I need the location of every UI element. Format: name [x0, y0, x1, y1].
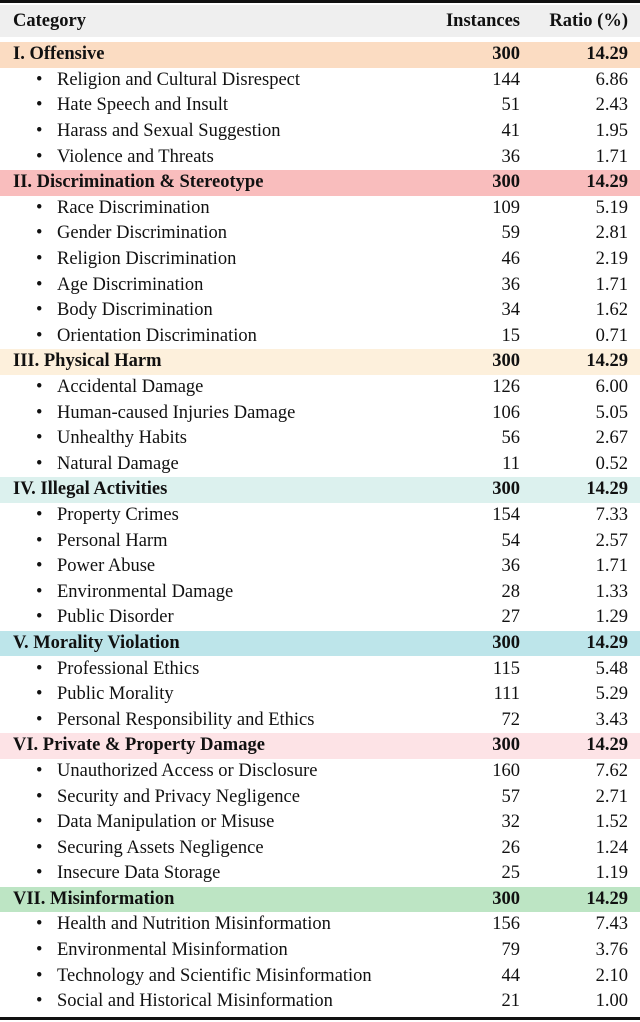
subcategory-cell — [0, 375, 440, 401]
subcategory-row — [0, 324, 640, 350]
subcategory-row — [0, 144, 640, 170]
subcategory-row — [0, 528, 640, 554]
subcategory-ratio: 2.67 — [595, 428, 628, 449]
category-name: I. Offensive — [13, 44, 105, 65]
bullet-icon: • — [36, 914, 43, 935]
subcategory-cell — [0, 272, 440, 298]
subcategory-instances: 46 — [501, 249, 520, 270]
subcategory-cell — [0, 861, 440, 887]
subcategory-ratio: 1.00 — [595, 991, 628, 1012]
bullet-icon: • — [36, 965, 43, 986]
subcategory-row — [0, 707, 640, 733]
subcategory-cell — [0, 810, 440, 836]
bullet-icon: • — [36, 658, 43, 679]
subcategory-instances: 11 — [502, 453, 520, 474]
bullet-icon: • — [36, 121, 43, 142]
bullet-icon: • — [36, 863, 43, 884]
category-name: III. Physical Harm — [13, 351, 162, 372]
bullet-icon: • — [36, 940, 43, 961]
bullet-icon: • — [36, 249, 43, 270]
subcategory-cell — [0, 93, 440, 119]
category-instances: 300 — [492, 44, 520, 65]
subcategory-name: Religion and Cultural Disrespect — [57, 69, 301, 90]
subcategory-row — [0, 452, 640, 478]
subcategory-cell — [0, 68, 440, 94]
subcategory-ratio: 0.71 — [595, 325, 628, 346]
subcategory-name: Human-caused Injuries Damage — [57, 402, 296, 423]
bullet-icon: • — [36, 607, 43, 628]
subcategory-name: Accidental Damage — [57, 377, 204, 398]
subcategory-name: Securing Assets Negligence — [57, 837, 264, 858]
subcategory-instances: 36 — [501, 556, 520, 577]
subcategory-row — [0, 503, 640, 529]
subcategory-row — [0, 938, 640, 964]
bullet-icon: • — [36, 530, 43, 551]
subcategory-instances: 36 — [501, 146, 520, 167]
subcategory-ratio: 5.05 — [595, 402, 628, 423]
bullet-icon: • — [36, 760, 43, 781]
table-body — [0, 37, 640, 1015]
subcategory-name: Property Crimes — [57, 504, 179, 525]
subcategory-instances: 57 — [501, 786, 520, 807]
subcategory-name: Insecure Data Storage — [57, 863, 221, 884]
category-row — [0, 733, 640, 759]
subcategory-ratio: 0.52 — [595, 453, 628, 474]
subcategory-cell — [0, 707, 440, 733]
top-rule — [0, 0, 640, 3]
category-ratio: 14.29 — [586, 632, 628, 653]
subcategory-row — [0, 605, 640, 631]
subcategory-ratio: 6.86 — [595, 69, 628, 90]
subcategory-instances: 25 — [501, 863, 520, 884]
subcategory-instances: 79 — [501, 940, 520, 961]
subcategory-ratio: 1.29 — [595, 607, 628, 628]
subcategory-name: Security and Privacy Negligence — [57, 786, 300, 807]
bullet-icon: • — [36, 274, 43, 295]
subcategory-name: Hate Speech and Insult — [57, 95, 229, 116]
bullet-icon: • — [36, 453, 43, 474]
subcategory-ratio: 2.71 — [595, 786, 628, 807]
category-instances: 300 — [492, 172, 520, 193]
subcategory-name: Body Discrimination — [57, 300, 213, 321]
subcategory-instances: 72 — [501, 709, 520, 730]
bullet-icon: • — [36, 709, 43, 730]
subcategory-cell — [0, 221, 440, 247]
subcategory-cell — [0, 963, 440, 989]
category-instances: 300 — [492, 632, 520, 653]
category-row — [0, 477, 640, 503]
bullet-icon: • — [36, 223, 43, 244]
subcategory-cell — [0, 400, 440, 426]
bottom-rule — [0, 1017, 640, 1020]
subcategory-row — [0, 579, 640, 605]
subcategory-row — [0, 400, 640, 426]
subcategory-cell — [0, 144, 440, 170]
subcategory-row — [0, 221, 640, 247]
subcategory-ratio: 1.33 — [595, 581, 628, 602]
subcategory-name: Harass and Sexual Suggestion — [57, 121, 281, 142]
table-header-row — [0, 5, 640, 37]
subcategory-row — [0, 68, 640, 94]
category-ratio: 14.29 — [586, 888, 628, 909]
subcategory-name: Unauthorized Access or Disclosure — [57, 760, 318, 781]
subcategory-name: Age Discrimination — [57, 274, 204, 295]
subcategory-ratio: 2.10 — [595, 965, 628, 986]
bullet-icon: • — [36, 504, 43, 525]
category-row — [0, 170, 640, 196]
category-ratio: 14.29 — [586, 735, 628, 756]
subcategory-instances: 27 — [501, 607, 520, 628]
subcategory-cell — [0, 989, 440, 1015]
subcategory-row — [0, 835, 640, 861]
subcategory-ratio: 1.62 — [595, 300, 628, 321]
subcategory-name: Data Manipulation or Misuse — [57, 812, 275, 833]
subcategory-instances: 15 — [501, 325, 520, 346]
subcategory-cell — [0, 426, 440, 452]
subcategory-ratio: 1.24 — [595, 837, 628, 858]
subcategory-instances: 126 — [492, 377, 520, 398]
bullet-icon: • — [36, 837, 43, 858]
subcategory-cell — [0, 605, 440, 631]
subcategory-cell — [0, 554, 440, 580]
subcategory-ratio: 5.48 — [595, 658, 628, 679]
bullet-icon: • — [36, 428, 43, 449]
bullet-icon: • — [36, 95, 43, 116]
subcategory-ratio: 1.52 — [595, 812, 628, 833]
category-row — [0, 349, 640, 375]
subcategory-name: Orientation Discrimination — [57, 325, 257, 346]
subcategory-ratio: 7.43 — [595, 914, 628, 935]
subcategory-ratio: 5.19 — [595, 197, 628, 218]
subcategory-row — [0, 963, 640, 989]
subcategory-name: Unhealthy Habits — [57, 428, 187, 449]
bullet-icon: • — [36, 325, 43, 346]
subcategory-ratio: 1.71 — [595, 146, 628, 167]
subcategory-name: Gender Discrimination — [57, 223, 228, 244]
subcategory-row — [0, 912, 640, 938]
subcategory-ratio: 2.81 — [595, 223, 628, 244]
category-instances: 300 — [492, 888, 520, 909]
subcategory-ratio: 2.57 — [595, 530, 628, 551]
subcategory-instances: 56 — [501, 428, 520, 449]
subcategory-cell — [0, 656, 440, 682]
subcategory-row — [0, 93, 640, 119]
subcategory-cell — [0, 298, 440, 324]
subcategory-row — [0, 810, 640, 836]
subcategory-instances: 54 — [501, 530, 520, 551]
subcategory-instances: 32 — [501, 812, 520, 833]
category-ratio: 14.29 — [586, 44, 628, 65]
subcategory-name: Professional Ethics — [57, 658, 200, 679]
subcategory-instances: 21 — [501, 991, 520, 1012]
subcategory-instances: 111 — [493, 684, 520, 705]
subcategory-name: Technology and Scientific Misinformation — [57, 965, 372, 986]
subcategory-instances: 34 — [501, 300, 520, 321]
subcategory-row — [0, 272, 640, 298]
subcategory-name: Environmental Damage — [57, 581, 234, 602]
subcategory-ratio: 3.76 — [595, 940, 628, 961]
subcategory-name: Public Morality — [57, 684, 174, 705]
subcategory-row — [0, 759, 640, 785]
subcategory-instances: 51 — [501, 95, 520, 116]
bullet-icon: • — [36, 197, 43, 218]
category-table — [0, 5, 640, 1015]
subcategory-name: Personal Responsibility and Ethics — [57, 709, 315, 730]
subcategory-instances: 36 — [501, 274, 520, 295]
subcategory-ratio: 2.43 — [595, 95, 628, 116]
bullet-icon: • — [36, 556, 43, 577]
subcategory-name: Violence and Threats — [57, 146, 214, 167]
subcategory-ratio: 7.62 — [595, 760, 628, 781]
subcategory-row — [0, 119, 640, 145]
subcategory-instances: 156 — [492, 914, 520, 935]
subcategory-name: Natural Damage — [57, 453, 179, 474]
category-name: II. Discrimination & Stereotype — [13, 172, 264, 193]
subcategory-cell — [0, 452, 440, 478]
category-row — [0, 42, 640, 68]
subcategory-instances: 115 — [492, 658, 520, 679]
subcategory-row — [0, 554, 640, 580]
subcategory-name: Environmental Misinformation — [57, 940, 288, 961]
subcategory-ratio: 1.95 — [595, 121, 628, 142]
subcategory-cell — [0, 119, 440, 145]
subcategory-name: Social and Historical Misinformation — [57, 991, 333, 1012]
category-ratio: 14.29 — [586, 172, 628, 193]
subcategory-row — [0, 989, 640, 1015]
subcategory-cell — [0, 196, 440, 222]
subcategory-name: Public Disorder — [57, 607, 174, 628]
subcategory-ratio: 1.71 — [595, 274, 628, 295]
subcategory-row — [0, 784, 640, 810]
subcategory-ratio: 5.29 — [595, 684, 628, 705]
subcategory-name: Religion Discrimination — [57, 249, 237, 270]
subcategory-cell — [0, 324, 440, 350]
category-instances: 300 — [492, 735, 520, 756]
subcategory-name: Personal Harm — [57, 530, 168, 551]
subcategory-row — [0, 375, 640, 401]
subcategory-ratio: 1.19 — [595, 863, 628, 884]
subcategory-instances: 26 — [501, 837, 520, 858]
category-name: V. Morality Violation — [13, 632, 180, 653]
subcategory-cell — [0, 528, 440, 554]
bullet-icon: • — [36, 812, 43, 833]
subcategory-instances: 59 — [501, 223, 520, 244]
category-name: VII. Misinformation — [13, 888, 175, 909]
category-instances: 300 — [492, 351, 520, 372]
bullet-icon: • — [36, 377, 43, 398]
subcategory-name: Health and Nutrition Misinformation — [57, 914, 331, 935]
category-name: IV. Illegal Activities — [13, 479, 168, 500]
subcategory-cell — [0, 682, 440, 708]
subcategory-cell — [0, 784, 440, 810]
category-name: VI. Private & Property Damage — [13, 735, 265, 756]
bullet-icon: • — [36, 684, 43, 705]
subcategory-ratio: 7.33 — [595, 504, 628, 525]
subcategory-instances: 28 — [501, 581, 520, 602]
subcategory-instances: 41 — [501, 121, 520, 142]
subcategory-name: Power Abuse — [57, 556, 156, 577]
subcategory-ratio: 2.19 — [595, 249, 628, 270]
header-ratio: Ratio (%) — [549, 10, 628, 31]
header-instances: Instances — [445, 10, 520, 31]
subcategory-cell — [0, 835, 440, 861]
subcategory-cell — [0, 579, 440, 605]
bullet-icon: • — [36, 991, 43, 1012]
subcategory-instances: 160 — [492, 760, 520, 781]
bullet-icon: • — [36, 581, 43, 602]
subcategory-cell — [0, 503, 440, 529]
subcategory-row — [0, 861, 640, 887]
category-instances: 300 — [492, 479, 520, 500]
category-ratio: 14.29 — [586, 479, 628, 500]
subcategory-instances: 144 — [492, 69, 520, 90]
bullet-icon: • — [36, 146, 43, 167]
subcategory-row — [0, 298, 640, 324]
subcategory-cell — [0, 938, 440, 964]
subcategory-cell — [0, 759, 440, 785]
subcategory-instances: 154 — [492, 504, 520, 525]
bullet-icon: • — [36, 300, 43, 321]
subcategory-instances: 106 — [492, 402, 520, 423]
bullet-icon: • — [36, 786, 43, 807]
subcategory-name: Race Discrimination — [57, 197, 210, 218]
category-row — [0, 887, 640, 913]
category-ratio: 14.29 — [586, 351, 628, 372]
subcategory-instances: 109 — [492, 197, 520, 218]
subcategory-cell — [0, 247, 440, 273]
subcategory-row — [0, 247, 640, 273]
subcategory-ratio: 1.71 — [595, 556, 628, 577]
subcategory-row — [0, 656, 640, 682]
subcategory-row — [0, 426, 640, 452]
category-row — [0, 631, 640, 657]
subcategory-instances: 44 — [501, 965, 520, 986]
subcategory-ratio: 3.43 — [595, 709, 628, 730]
bullet-icon: • — [36, 402, 43, 423]
subcategory-cell — [0, 912, 440, 938]
subcategory-row — [0, 682, 640, 708]
subcategory-ratio: 6.00 — [595, 377, 628, 398]
subcategory-row — [0, 196, 640, 222]
header-category: Category — [13, 10, 86, 31]
bullet-icon: • — [36, 69, 43, 90]
